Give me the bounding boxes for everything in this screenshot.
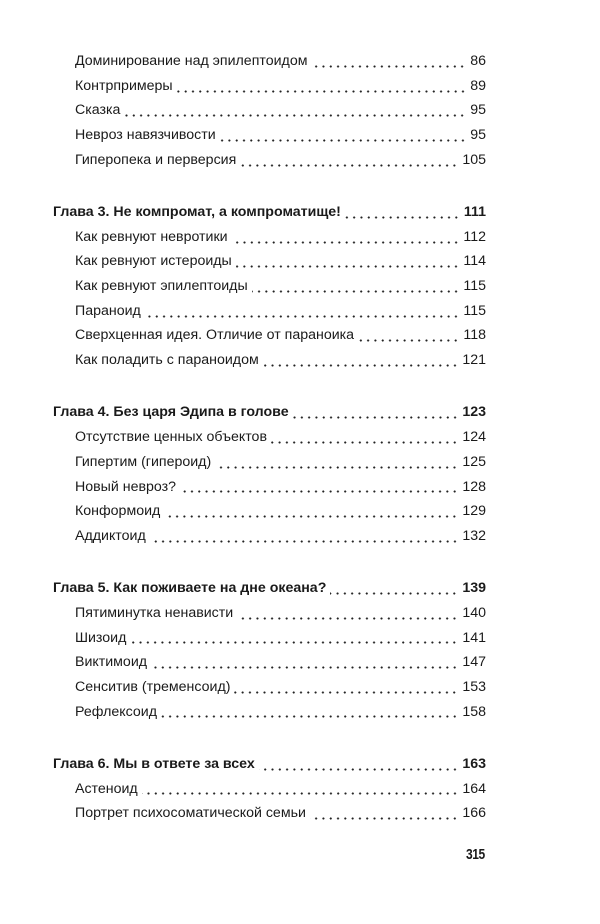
dot-leader — [150, 540, 459, 543]
toc-entry[interactable] — [53, 450, 486, 475]
dot-leader — [240, 164, 458, 167]
toc-entry[interactable] — [53, 249, 486, 274]
entry-page: 89 — [470, 77, 486, 94]
dot-leader — [271, 441, 458, 444]
entry-title: Невроз навязчивости — [75, 127, 216, 144]
toc-entry[interactable] — [53, 601, 486, 626]
entry-title: Глава 5. Как поживаете на дне океана? — [53, 580, 327, 597]
dot-leader — [151, 666, 458, 669]
entry-title: Астеноид — [75, 780, 138, 797]
dot-leader — [259, 768, 459, 771]
entry-page: 128 — [462, 478, 486, 495]
dot-leader — [177, 90, 467, 93]
dot-leader — [310, 817, 458, 820]
dot-leader — [130, 641, 458, 644]
entry-page: 112 — [463, 228, 486, 245]
toc-entry[interactable] — [53, 123, 486, 148]
toc-entry[interactable] — [53, 524, 486, 549]
entry-title: Шизоид — [75, 629, 127, 646]
toc-entry[interactable] — [53, 499, 486, 524]
dot-leader — [142, 792, 459, 795]
entry-title: Параноид — [75, 302, 141, 319]
dot-leader — [180, 490, 458, 493]
entry-title: Новый невроз? — [75, 478, 177, 495]
entry-page: 132 — [462, 527, 486, 544]
entry-page: 111 — [463, 204, 486, 221]
page-number: 315 — [466, 846, 485, 863]
toc-entry[interactable] — [53, 323, 486, 348]
entry-page: 141 — [462, 629, 486, 646]
dot-leader — [358, 339, 459, 342]
dot-leader — [234, 691, 458, 694]
dot-leader — [236, 265, 460, 268]
dot-leader — [330, 592, 458, 595]
chapter-heading[interactable] — [53, 752, 486, 777]
entry-title: Аддиктоид — [75, 527, 146, 544]
entry-page: 166 — [462, 805, 486, 822]
entry-page: 139 — [462, 580, 486, 597]
dot-leader — [215, 466, 458, 469]
entry-title: Пятиминутка ненависти — [75, 604, 234, 621]
toc-entry[interactable] — [53, 148, 486, 173]
table-of-contents — [53, 49, 486, 854]
entry-title: Глава 3. Не компромат, а компроматище! — [53, 204, 341, 221]
entry-page: 125 — [462, 453, 486, 470]
toc-entry[interactable] — [53, 274, 486, 299]
entry-title: Отсутствие ценных объектов — [75, 429, 267, 446]
entry-page: 121 — [462, 352, 486, 369]
toc-entry[interactable] — [53, 49, 486, 74]
toc-entry[interactable] — [53, 74, 486, 99]
entry-page: 124 — [462, 429, 486, 446]
entry-page: 114 — [463, 253, 486, 270]
entry-page: 123 — [462, 404, 486, 421]
dot-leader — [345, 216, 460, 219]
entry-page: 95 — [470, 127, 486, 144]
chapter-heading[interactable] — [53, 576, 486, 601]
entry-page: 86 — [470, 53, 486, 69]
entry-title: Глава 4. Без царя Эдипа в голове — [53, 404, 289, 421]
toc-group — [53, 576, 486, 724]
dot-leader — [252, 290, 460, 293]
toc-group — [53, 49, 486, 172]
entry-title: Как ревнуют невротики — [75, 228, 228, 245]
entry-page: 95 — [470, 102, 486, 119]
toc-entry[interactable] — [53, 675, 486, 700]
dot-leader — [220, 139, 467, 142]
entry-title: Рефлексоид — [75, 703, 157, 720]
toc-group — [53, 200, 486, 373]
toc-entry[interactable] — [53, 98, 486, 123]
entry-page: 158 — [462, 703, 486, 720]
entry-title: Доминирование над эпилептоидом — [75, 53, 308, 69]
chapter-heading[interactable] — [53, 200, 486, 225]
entry-title: Виктимоид — [75, 654, 148, 671]
entry-page: 115 — [463, 302, 486, 319]
entry-title: Портрет психосоматической семьи — [75, 805, 306, 822]
toc-entry[interactable] — [53, 626, 486, 651]
dot-leader — [161, 715, 458, 718]
dot-leader — [145, 315, 460, 318]
toc-entry[interactable] — [53, 299, 486, 324]
entry-title: Конформоид — [75, 503, 161, 520]
toc-entry[interactable] — [53, 225, 486, 250]
toc-entry[interactable] — [53, 801, 486, 826]
toc-entry[interactable] — [53, 777, 486, 802]
dot-leader — [124, 114, 466, 117]
entry-title: Гипертим (гипероид) — [75, 453, 212, 470]
entry-title: Глава 6. Мы в ответе за всех — [53, 755, 255, 772]
toc-entry[interactable] — [53, 700, 486, 725]
entry-title: Гиперопека и перверсия — [75, 151, 237, 168]
dot-leader — [164, 515, 458, 518]
entry-page: 118 — [463, 327, 486, 344]
dot-leader — [293, 416, 459, 419]
toc-entry[interactable] — [53, 425, 486, 450]
chapter-heading[interactable] — [53, 400, 486, 425]
entry-page: 129 — [462, 503, 486, 520]
entry-page: 105 — [462, 151, 486, 168]
entry-title: Сенситив (тременсоид) — [75, 678, 231, 695]
entry-title: Сверхценная идея. Отличие от параноика — [75, 327, 355, 344]
entry-title: Контрпримеры — [75, 77, 173, 94]
entry-title: Сказка — [75, 102, 121, 119]
dot-leader — [263, 364, 459, 367]
dot-leader — [311, 65, 466, 68]
toc-entry[interactable] — [53, 475, 486, 500]
entry-title: Как ревнуют эпилептоиды — [75, 278, 248, 295]
toc-group — [53, 400, 486, 548]
entry-page: 115 — [463, 278, 486, 295]
dot-leader — [237, 617, 458, 620]
toc-entry[interactable] — [53, 650, 486, 675]
toc-entry[interactable] — [53, 348, 486, 373]
entry-page: 163 — [462, 755, 486, 772]
toc-group — [53, 752, 486, 826]
entry-page: 164 — [462, 780, 486, 797]
dot-leader — [232, 241, 460, 244]
entry-page: 140 — [462, 604, 486, 621]
entry-title: Как поладить с параноидом — [75, 352, 259, 369]
entry-page: 147 — [462, 654, 486, 671]
entry-page: 153 — [462, 678, 486, 695]
entry-title: Как ревнуют истероиды — [75, 253, 232, 270]
